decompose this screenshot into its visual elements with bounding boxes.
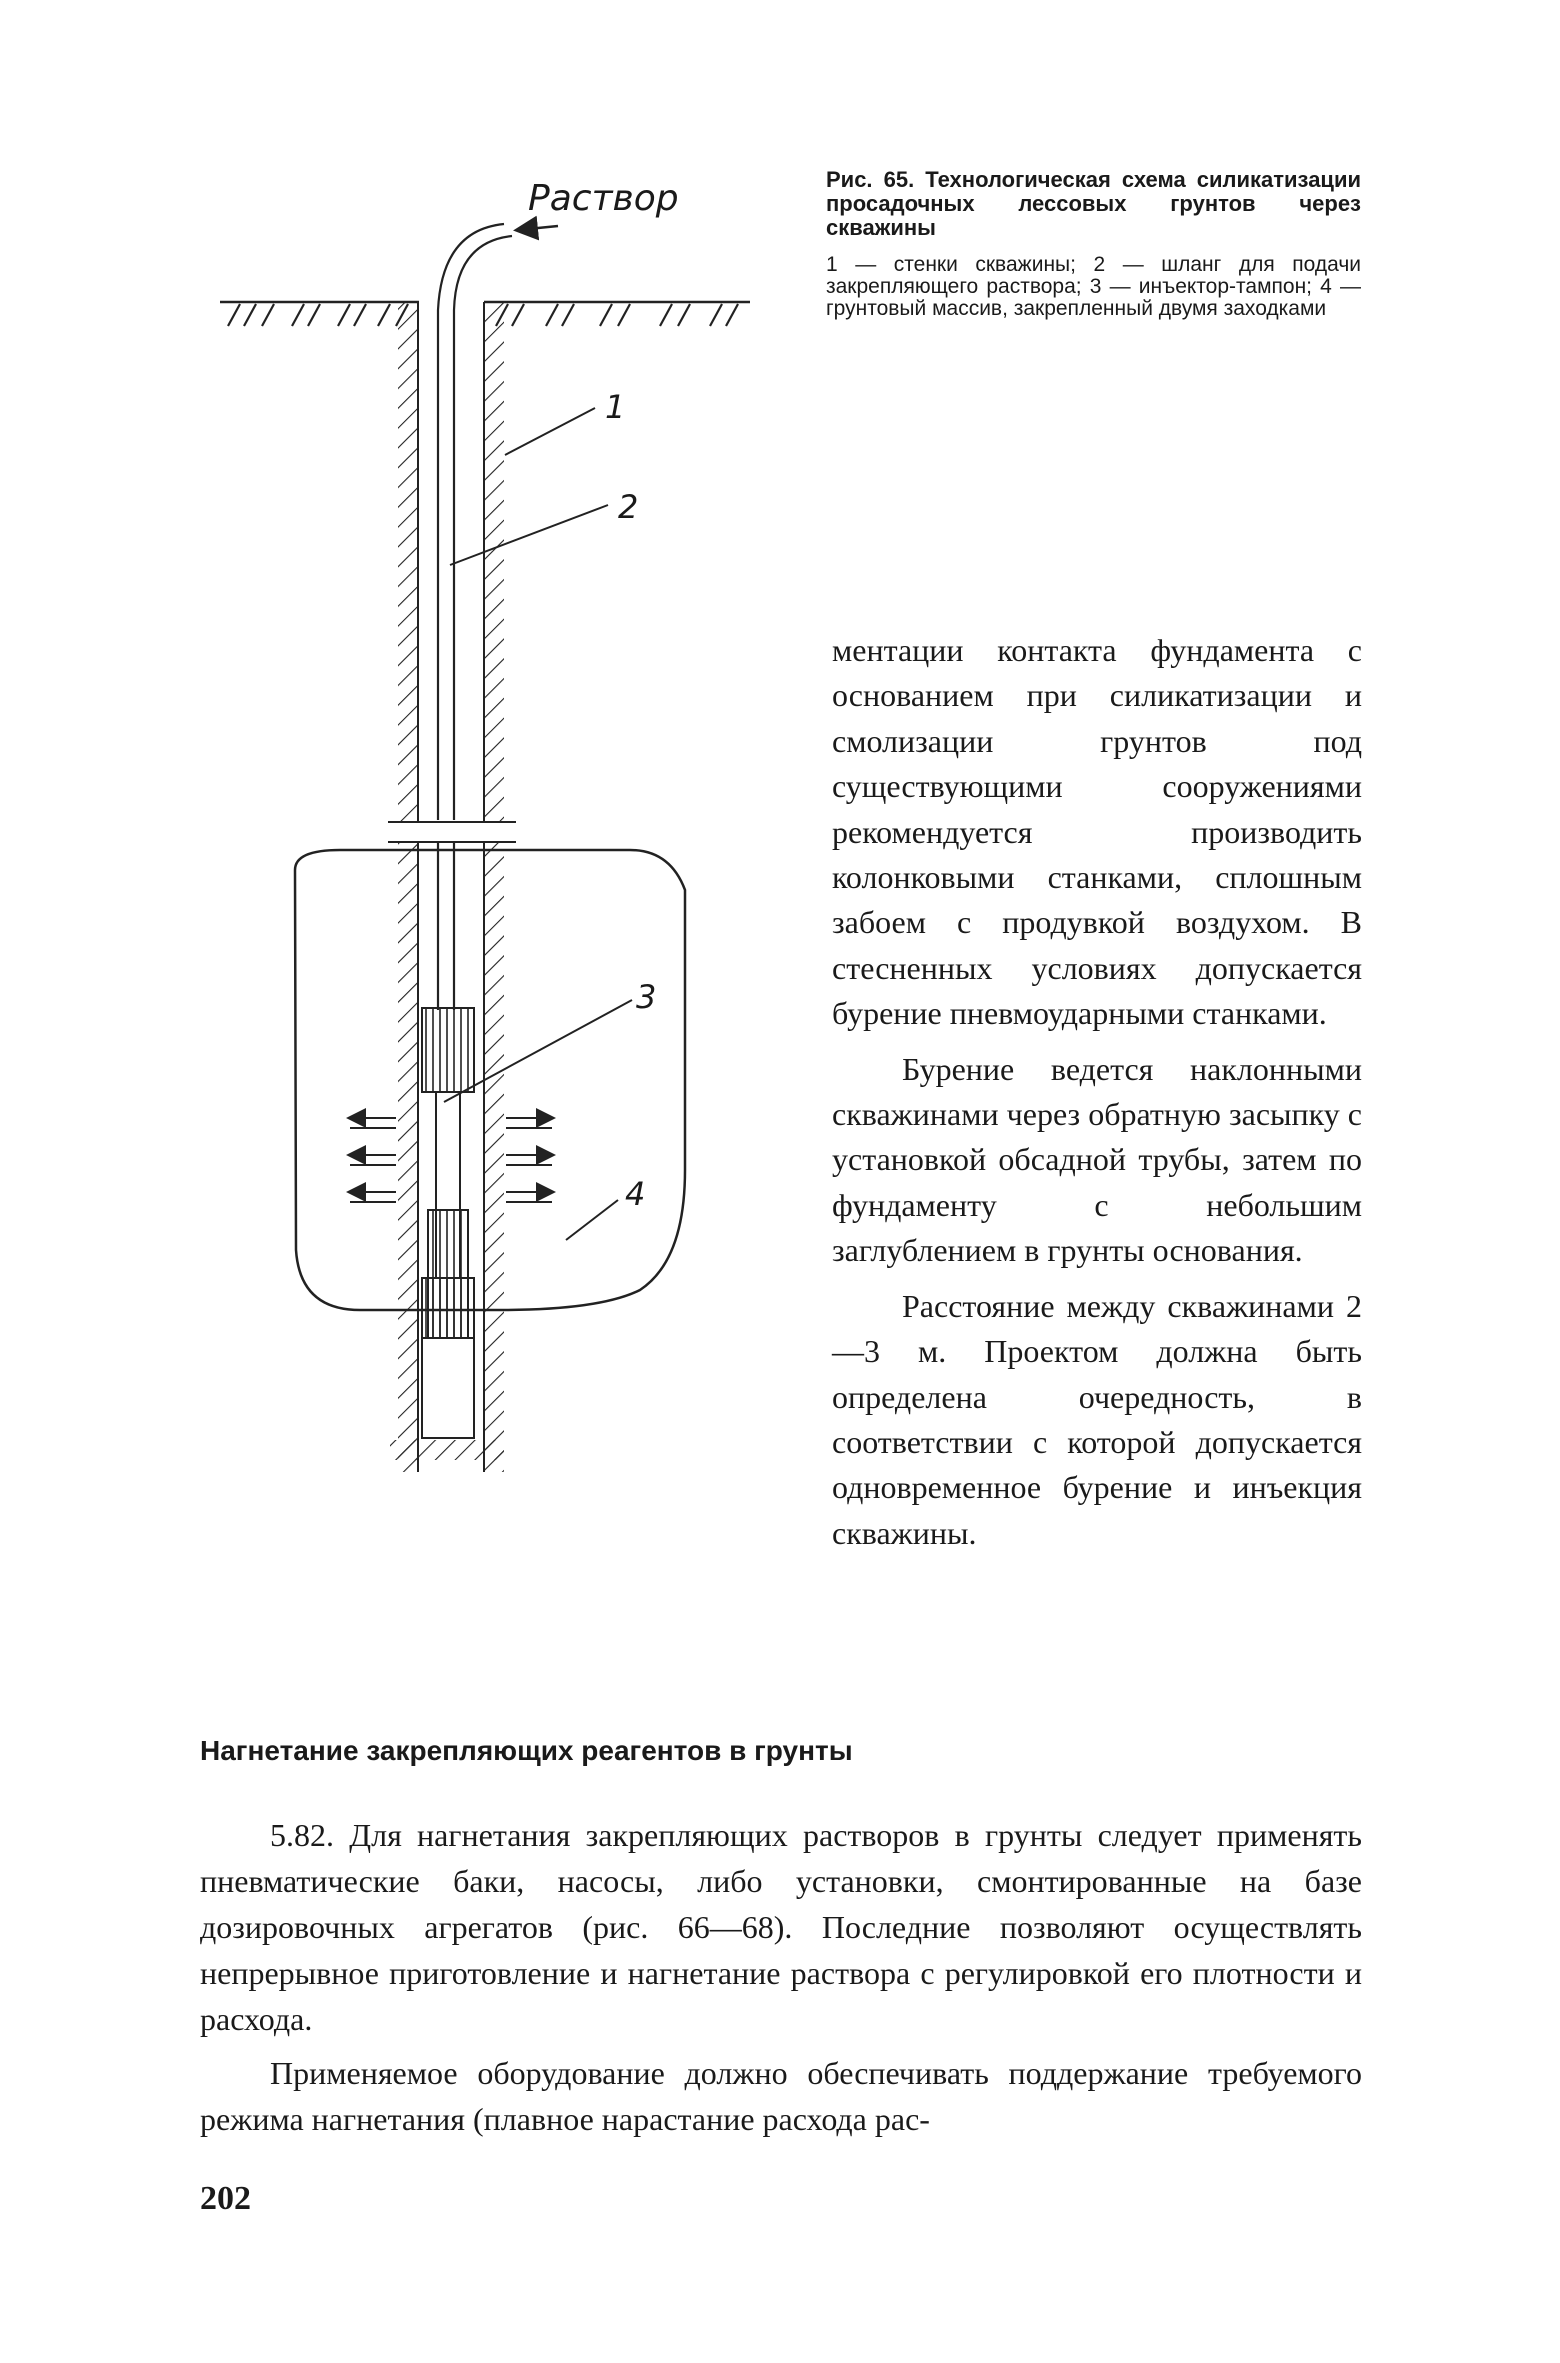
borehole-schematic-drawing [200, 170, 790, 1645]
callout-4: 4 [625, 1175, 646, 1213]
column-paragraph: Бурение ведется наклонными скважинами через обратную засыпку с установкой обсадной трубы, затем по фундаменту с небольшим заглублением в грунты основания. [832, 1050, 1362, 1269]
callout-2: 2 [618, 488, 639, 526]
borehole-wall-left [398, 302, 418, 1472]
callout-leader-1 [505, 408, 595, 455]
column-paragraph: ментации контакта фундамента с основанием при силикатизации и смолизации грунтов под существующими сооружениями рекомендуется производить колонковыми станками, сплошным забоем с продувкой воздухом. В стесненных условиях допускается бурение пневмоударными станками. [832, 632, 1362, 1032]
main-text [200, 1812, 1362, 2142]
figure-caption [826, 168, 1361, 320]
solution-label: Раствор [528, 178, 679, 219]
injection-arrows-right [506, 1118, 552, 1202]
page-number: 202 [200, 2180, 251, 2217]
injector-tamp-upper [422, 1008, 474, 1092]
callout-leader-2 [450, 505, 608, 565]
caption-title: Рис. 65. Технологическая схема силикатизации просадочных лессовых грунтов через скважины [826, 167, 1361, 240]
callout-1: 1 [605, 388, 626, 426]
injection-arrows-left [350, 1118, 396, 1202]
callout-3: 3 [636, 978, 657, 1016]
main-paragraph: Применяемое оборудование должно обеспечивать поддержание требуемого режима нагнетания (плавное нарастание расхода рас- [200, 2055, 1362, 2137]
section-heading: Нагнетание закрепляющих реагентов в грунты [200, 1735, 853, 1766]
borehole-schematic-figure [200, 170, 790, 1645]
caption-legend: 1 — стенки скважины; 2 — шланг для подачи закрепляющего раствора; 3 — инъектор-тампон; 4 — грунтовый массив, закрепленный двумя заходками [826, 253, 1361, 320]
main-paragraph: 5.82. Для нагнетания закрепляющих растворов в грунты следует применять пневматические баки, насосы, либо установки, смонтированные на базе дозировочных агрегатов (рис. 66—68). Последние позволяют осуществлять непрерывное приготовление и нагнетание раствора с регулировкой его плотности и расхода. [200, 1817, 1362, 2037]
solution-flow-arrow [518, 226, 558, 230]
injector-tip [422, 1338, 474, 1438]
column-paragraph: Расстояние между скважинами 2—3 м. Проектом должна быть определена очередность, в соответствии с которой допускается одновременное бурение и инъекция скважины. [832, 1287, 1362, 1551]
column-text [832, 628, 1362, 1556]
callout-leader-4 [566, 1200, 618, 1240]
borehole-wall-right [484, 302, 504, 1472]
